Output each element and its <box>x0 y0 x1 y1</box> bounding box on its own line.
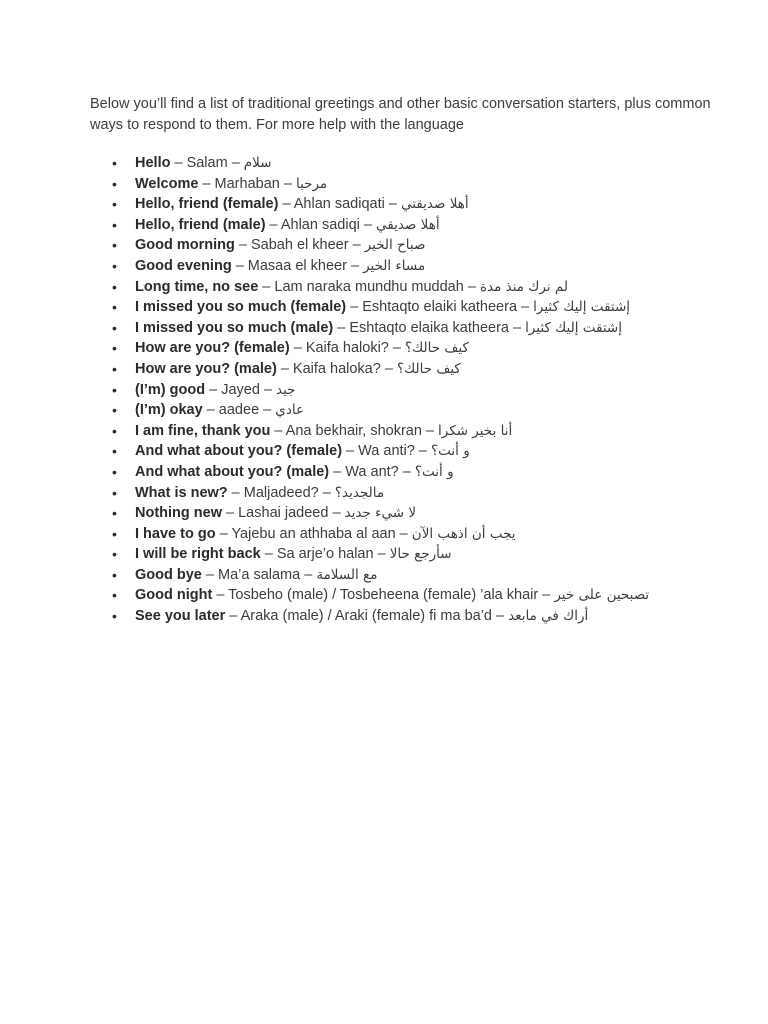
greeting-term: And what about you? (male) <box>135 463 330 480</box>
greeting-arabic: أهلا صديقي <box>375 216 440 233</box>
greeting-arabic: عادي <box>275 402 305 419</box>
intro-paragraph: Below you’ll find a list of traditional greetings and other basic conversation starters, plus common ways to respond to them. For more help with the language <box>90 96 711 133</box>
greeting-term: How are you? (male) <box>135 360 277 377</box>
greeting-arabic: سلام <box>243 155 272 171</box>
greeting-term: Good evening <box>135 257 232 274</box>
bullet-icon: • <box>112 422 117 439</box>
greeting-arabic: و أنت؟ <box>430 443 470 460</box>
greeting-transliteration: – Kaifa haloki? – <box>289 340 405 357</box>
greetings-list <box>90 153 730 627</box>
list-item <box>90 483 730 504</box>
greeting-transliteration: – Lam naraka mundhu muddah – <box>258 278 480 295</box>
greeting-term: How are you? (female) <box>135 340 290 357</box>
bullet-icon: • <box>112 546 117 563</box>
list-item <box>90 441 730 462</box>
greeting-transliteration: – Maljadeed? – <box>227 484 335 501</box>
greeting-term: Good night <box>135 587 213 604</box>
greeting-term: I missed you so much (female) <box>135 299 347 316</box>
greeting-transliteration: – Tosbeho (male) / Tosbeheena (female) ’ala khair – <box>212 587 555 604</box>
greeting-arabic: مالجديد؟ <box>334 484 385 501</box>
bullet-icon: • <box>112 608 117 625</box>
greeting-transliteration: – aadee – <box>202 402 276 419</box>
greeting-transliteration: – Ahlan sadiqi – <box>265 216 376 233</box>
greeting-arabic: جيد <box>276 381 296 398</box>
list-item <box>90 544 730 565</box>
greeting-transliteration: – Yajebu an athhaba al aan – <box>215 525 412 542</box>
greeting-term: (I’m) good <box>135 381 206 398</box>
bullet-icon: • <box>112 155 117 171</box>
greeting-term: Nothing new <box>135 505 222 522</box>
greeting-arabic: لا شيء جديد <box>344 505 417 522</box>
greeting-transliteration: – Jayed – <box>205 381 277 398</box>
greeting-arabic: مع السلامة <box>316 566 378 583</box>
greeting-term: Hello, friend (male) <box>135 216 266 233</box>
greeting-arabic: مساء الخير <box>363 257 426 274</box>
list-item <box>90 297 730 318</box>
bullet-icon: • <box>112 196 117 213</box>
greeting-term: (I’m) okay <box>135 402 203 419</box>
greeting-term: Long time, no see <box>135 278 259 295</box>
list-item <box>90 318 730 339</box>
greeting-transliteration: – Ma’a salama – <box>201 566 317 583</box>
bullet-icon: • <box>112 587 117 604</box>
greeting-transliteration: – Araka (male) / Araki (female) fi ma ba’d – <box>225 608 509 625</box>
list-item <box>90 524 730 545</box>
greeting-term: Good bye <box>135 566 202 583</box>
bullet-icon: • <box>112 257 117 274</box>
greeting-transliteration: – Wa anti? – <box>342 443 431 460</box>
greeting-arabic: كيف حالك؟ <box>396 360 461 377</box>
greeting-term: Good morning <box>135 237 235 254</box>
greeting-transliteration: – Ana bekhair, shokran – <box>270 422 439 439</box>
list-item <box>90 585 730 606</box>
greeting-term: And what about you? (female) <box>135 443 343 460</box>
list-item <box>90 400 730 421</box>
list-item <box>90 256 730 277</box>
list-item <box>90 277 730 298</box>
greeting-arabic: تصبحين على خير <box>554 587 650 604</box>
greeting-term: I missed you so much (male) <box>135 319 334 336</box>
document-page <box>90 94 730 627</box>
greeting-arabic: أراك في مابعد <box>508 608 589 625</box>
bullet-icon: • <box>112 360 117 377</box>
list-item <box>90 503 730 524</box>
list-item <box>90 462 730 483</box>
list-item <box>90 421 730 442</box>
greeting-arabic: لم نرك منذ مدة <box>479 278 569 295</box>
greeting-term: See you later <box>135 608 226 625</box>
bullet-icon: • <box>112 278 117 295</box>
greeting-transliteration: – Kaifa haloka? – <box>276 360 397 377</box>
greeting-arabic: صباح الخير <box>364 237 426 254</box>
greeting-transliteration: – Salam – <box>170 155 244 171</box>
bullet-icon: • <box>112 216 117 233</box>
bullet-icon: • <box>112 237 117 254</box>
bullet-icon: • <box>112 381 117 398</box>
greeting-term: Hello <box>135 155 171 171</box>
bullet-icon: • <box>112 402 117 419</box>
greeting-transliteration: – Eshtaqto elaiki katheera – <box>346 299 534 316</box>
greeting-transliteration: – Sabah el kheer – <box>234 237 365 254</box>
greeting-arabic: إشتقت إليك كثيرا <box>533 299 631 316</box>
bullet-icon: • <box>112 175 117 192</box>
greeting-arabic: كيف حالك؟ <box>404 340 469 357</box>
greeting-term: I am fine, thank you <box>135 422 271 439</box>
greeting-transliteration: – Wa ant? – <box>329 463 415 480</box>
greeting-arabic: إشتقت إليك كثيرا <box>525 319 622 336</box>
bullet-icon: • <box>112 484 117 501</box>
list-item <box>90 380 730 401</box>
greeting-arabic: مرحبا <box>295 175 328 192</box>
list-item <box>90 174 730 195</box>
list-item <box>90 565 730 586</box>
greeting-arabic: أهلا صديقتي <box>400 196 469 213</box>
list-item <box>90 215 730 236</box>
list-item <box>90 153 730 174</box>
greeting-arabic: أنا بخير شكرا <box>438 422 513 439</box>
greeting-arabic: و أنت؟ <box>414 463 454 480</box>
greeting-transliteration: – Lashai jadeed – <box>222 505 345 522</box>
greeting-term: What is new? <box>135 484 228 501</box>
greeting-transliteration: – Sa arje’o halan – <box>260 546 390 563</box>
list-item <box>90 359 730 380</box>
bullet-icon: • <box>112 340 117 357</box>
bullet-icon: • <box>112 525 117 542</box>
greeting-transliteration: – Marhaban – <box>198 175 296 192</box>
greeting-term: I will be right back <box>135 546 261 563</box>
list-item <box>90 235 730 256</box>
list-item <box>90 606 730 627</box>
greeting-term: I have to go <box>135 525 216 542</box>
bullet-icon: • <box>112 443 117 460</box>
greeting-arabic: سأرجع حالا <box>389 546 452 563</box>
greeting-term: Hello, friend (female) <box>135 196 279 213</box>
list-item <box>90 338 730 359</box>
bullet-icon: • <box>112 319 117 336</box>
greeting-transliteration: – Ahlan sadiqati – <box>278 196 401 213</box>
list-item <box>90 194 730 215</box>
bullet-icon: • <box>112 463 117 480</box>
greeting-transliteration: – Eshtaqto elaika katheera – <box>333 319 526 336</box>
greeting-transliteration: – Masaa el kheer – <box>231 257 364 274</box>
bullet-icon: • <box>112 566 117 583</box>
greeting-term: Welcome <box>135 175 199 192</box>
greeting-arabic: يجب أن اذهب الآن <box>411 525 516 542</box>
bullet-icon: • <box>112 299 117 316</box>
bullet-icon: • <box>112 505 117 522</box>
